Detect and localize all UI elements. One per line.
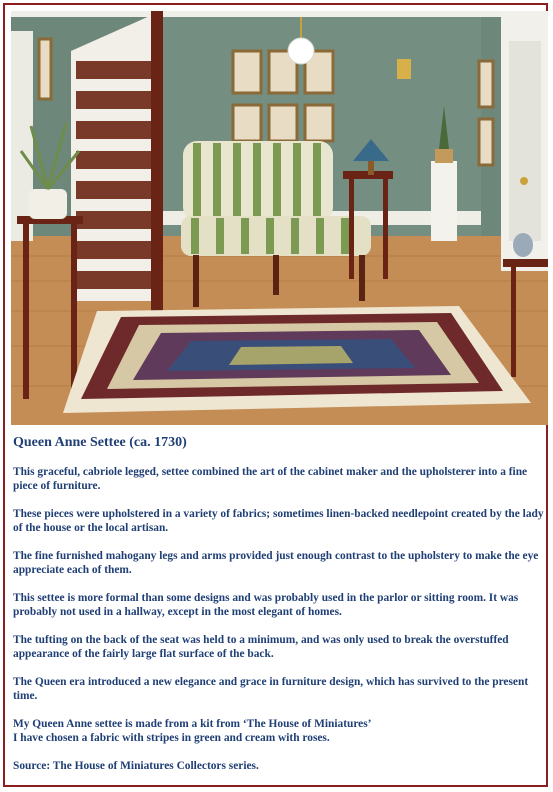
paragraph-tufting: The tufting on the back of the seat was held to a minimum, and was only used to break the overstuffed appearance of the fairly large flat surface of the back. [13, 634, 509, 660]
kit-line-2: I have chosen a fabric with stripes in green and cream with roses. [13, 732, 330, 744]
source-line: Source: The House of Miniatures Collectors series. [13, 760, 259, 772]
paragraph-cabriole: This graceful, cabriole legged, settee combined the art of the cabinet maker and the upholsterer into a fine piece of furniture. [13, 466, 528, 492]
paragraph-queen-era: The Queen era introduced a new elegance and grace in furniture design, which has survived to the present time. [13, 676, 529, 702]
article [13, 431, 548, 787]
paragraph-mahogany: The fine furnished mahogany legs and arms provided just enough contrast to the upholstery to make the eye appreciate each of them. [13, 550, 539, 576]
paragraph-kit [13, 717, 548, 745]
paragraph-formal: This settee is more formal than some designs and was probably used in the parlor or sitting room. It was probably not used in a hallway, except in the most elegant of homes. [13, 592, 519, 618]
paragraph-fabrics: These pieces were upholstered in a variety of fabrics; sometimes linen-backed needlepoint created by the lady of the house or the local artisan. [13, 508, 544, 534]
article-title: Queen Anne Settee (ca. 1730) [13, 435, 187, 450]
page-frame [3, 3, 548, 787]
dollhouse-hallway-scene [11, 11, 548, 425]
settee-photo [11, 11, 548, 425]
kit-line-1: My Queen Anne settee is made from a kit from ‘The House of Miniatures’ [13, 718, 372, 730]
